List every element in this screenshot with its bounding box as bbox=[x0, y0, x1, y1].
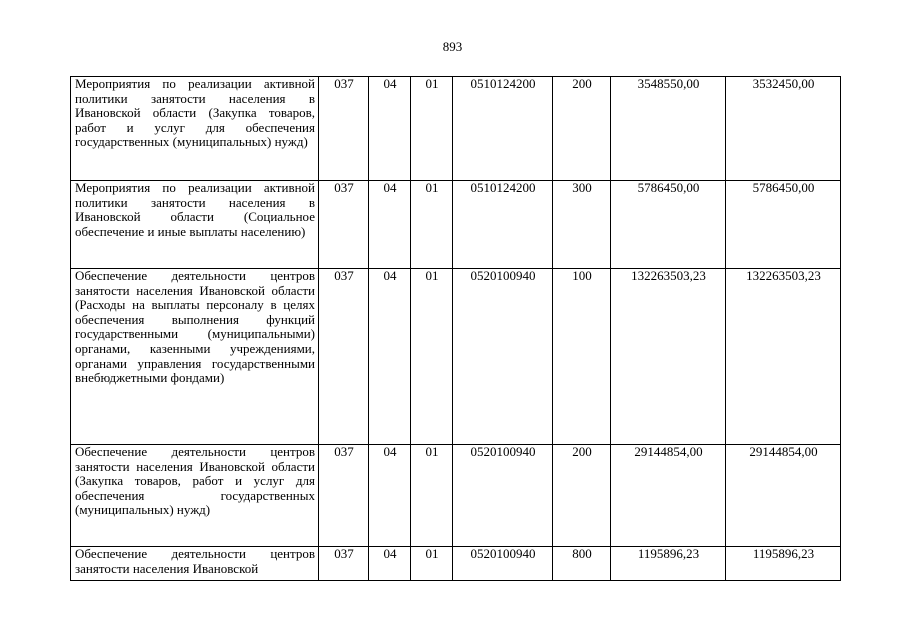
table-row bbox=[71, 547, 841, 581]
amount-year-2: 3532450,00 bbox=[726, 77, 841, 181]
page-number: 893 bbox=[442, 39, 463, 54]
expense-name: Обеспечение деятельности центров занятости населения Ивановской bbox=[71, 547, 319, 581]
section-code: 04 bbox=[369, 77, 411, 181]
budget-table bbox=[70, 76, 841, 581]
expense-type-code: 300 bbox=[553, 181, 611, 269]
expense-type-code: 800 bbox=[553, 547, 611, 581]
expense-type-code: 200 bbox=[553, 77, 611, 181]
target-article-code: 0520100940 bbox=[453, 445, 553, 547]
table-row bbox=[71, 181, 841, 269]
expense-name: Мероприятия по реализации активной политики занятости населения в Ивановской области (Закупка товаров, работ и услуг для обеспечения государственных (муниципальных) нужд) bbox=[71, 77, 319, 181]
amount-year-2: 5786450,00 bbox=[726, 181, 841, 269]
table-row bbox=[71, 445, 841, 547]
table-row bbox=[71, 269, 841, 445]
section-code: 04 bbox=[369, 269, 411, 445]
subsection-code: 01 bbox=[411, 181, 453, 269]
target-article-code: 0510124200 bbox=[453, 181, 553, 269]
amount-year-2: 1195896,23 bbox=[726, 547, 841, 581]
grbs-code: 037 bbox=[319, 547, 369, 581]
amount-year-2: 132263503,23 bbox=[726, 269, 841, 445]
grbs-code: 037 bbox=[319, 181, 369, 269]
amount-year-1: 3548550,00 bbox=[611, 77, 726, 181]
subsection-code: 01 bbox=[411, 445, 453, 547]
target-article-code: 0510124200 bbox=[453, 77, 553, 181]
expense-type-code: 100 bbox=[553, 269, 611, 445]
subsection-code: 01 bbox=[411, 269, 453, 445]
expense-type-code: 200 bbox=[553, 445, 611, 547]
section-code: 04 bbox=[369, 181, 411, 269]
section-code: 04 bbox=[369, 547, 411, 581]
section-code: 04 bbox=[369, 445, 411, 547]
expense-name: Обеспечение деятельности центров занятости населения Ивановской области (Закупка товаров, работ и услуг для обеспечения государственных (муниципальных) нужд) bbox=[71, 445, 319, 547]
expense-name: Обеспечение деятельности центров занятости населения Ивановской области (Расходы на выплаты персоналу в целях обеспечения выполнения функций государственными (муниципальными) органами, казенными учреждениями, органами управления государственными внебюджетными фондами) bbox=[71, 269, 319, 445]
grbs-code: 037 bbox=[319, 445, 369, 547]
expense-name: Мероприятия по реализации активной политики занятости населения в Ивановской области (Социальное обеспечение и иные выплаты населению) bbox=[71, 181, 319, 269]
table-row bbox=[71, 77, 841, 181]
grbs-code: 037 bbox=[319, 269, 369, 445]
amount-year-1: 132263503,23 bbox=[611, 269, 726, 445]
amount-year-1: 29144854,00 bbox=[611, 445, 726, 547]
target-article-code: 0520100940 bbox=[453, 269, 553, 445]
grbs-code: 037 bbox=[319, 77, 369, 181]
subsection-code: 01 bbox=[411, 77, 453, 181]
amount-year-1: 1195896,23 bbox=[611, 547, 726, 581]
amount-year-1: 5786450,00 bbox=[611, 181, 726, 269]
target-article-code: 0520100940 bbox=[453, 547, 553, 581]
subsection-code: 01 bbox=[411, 547, 453, 581]
amount-year-2: 29144854,00 bbox=[726, 445, 841, 547]
